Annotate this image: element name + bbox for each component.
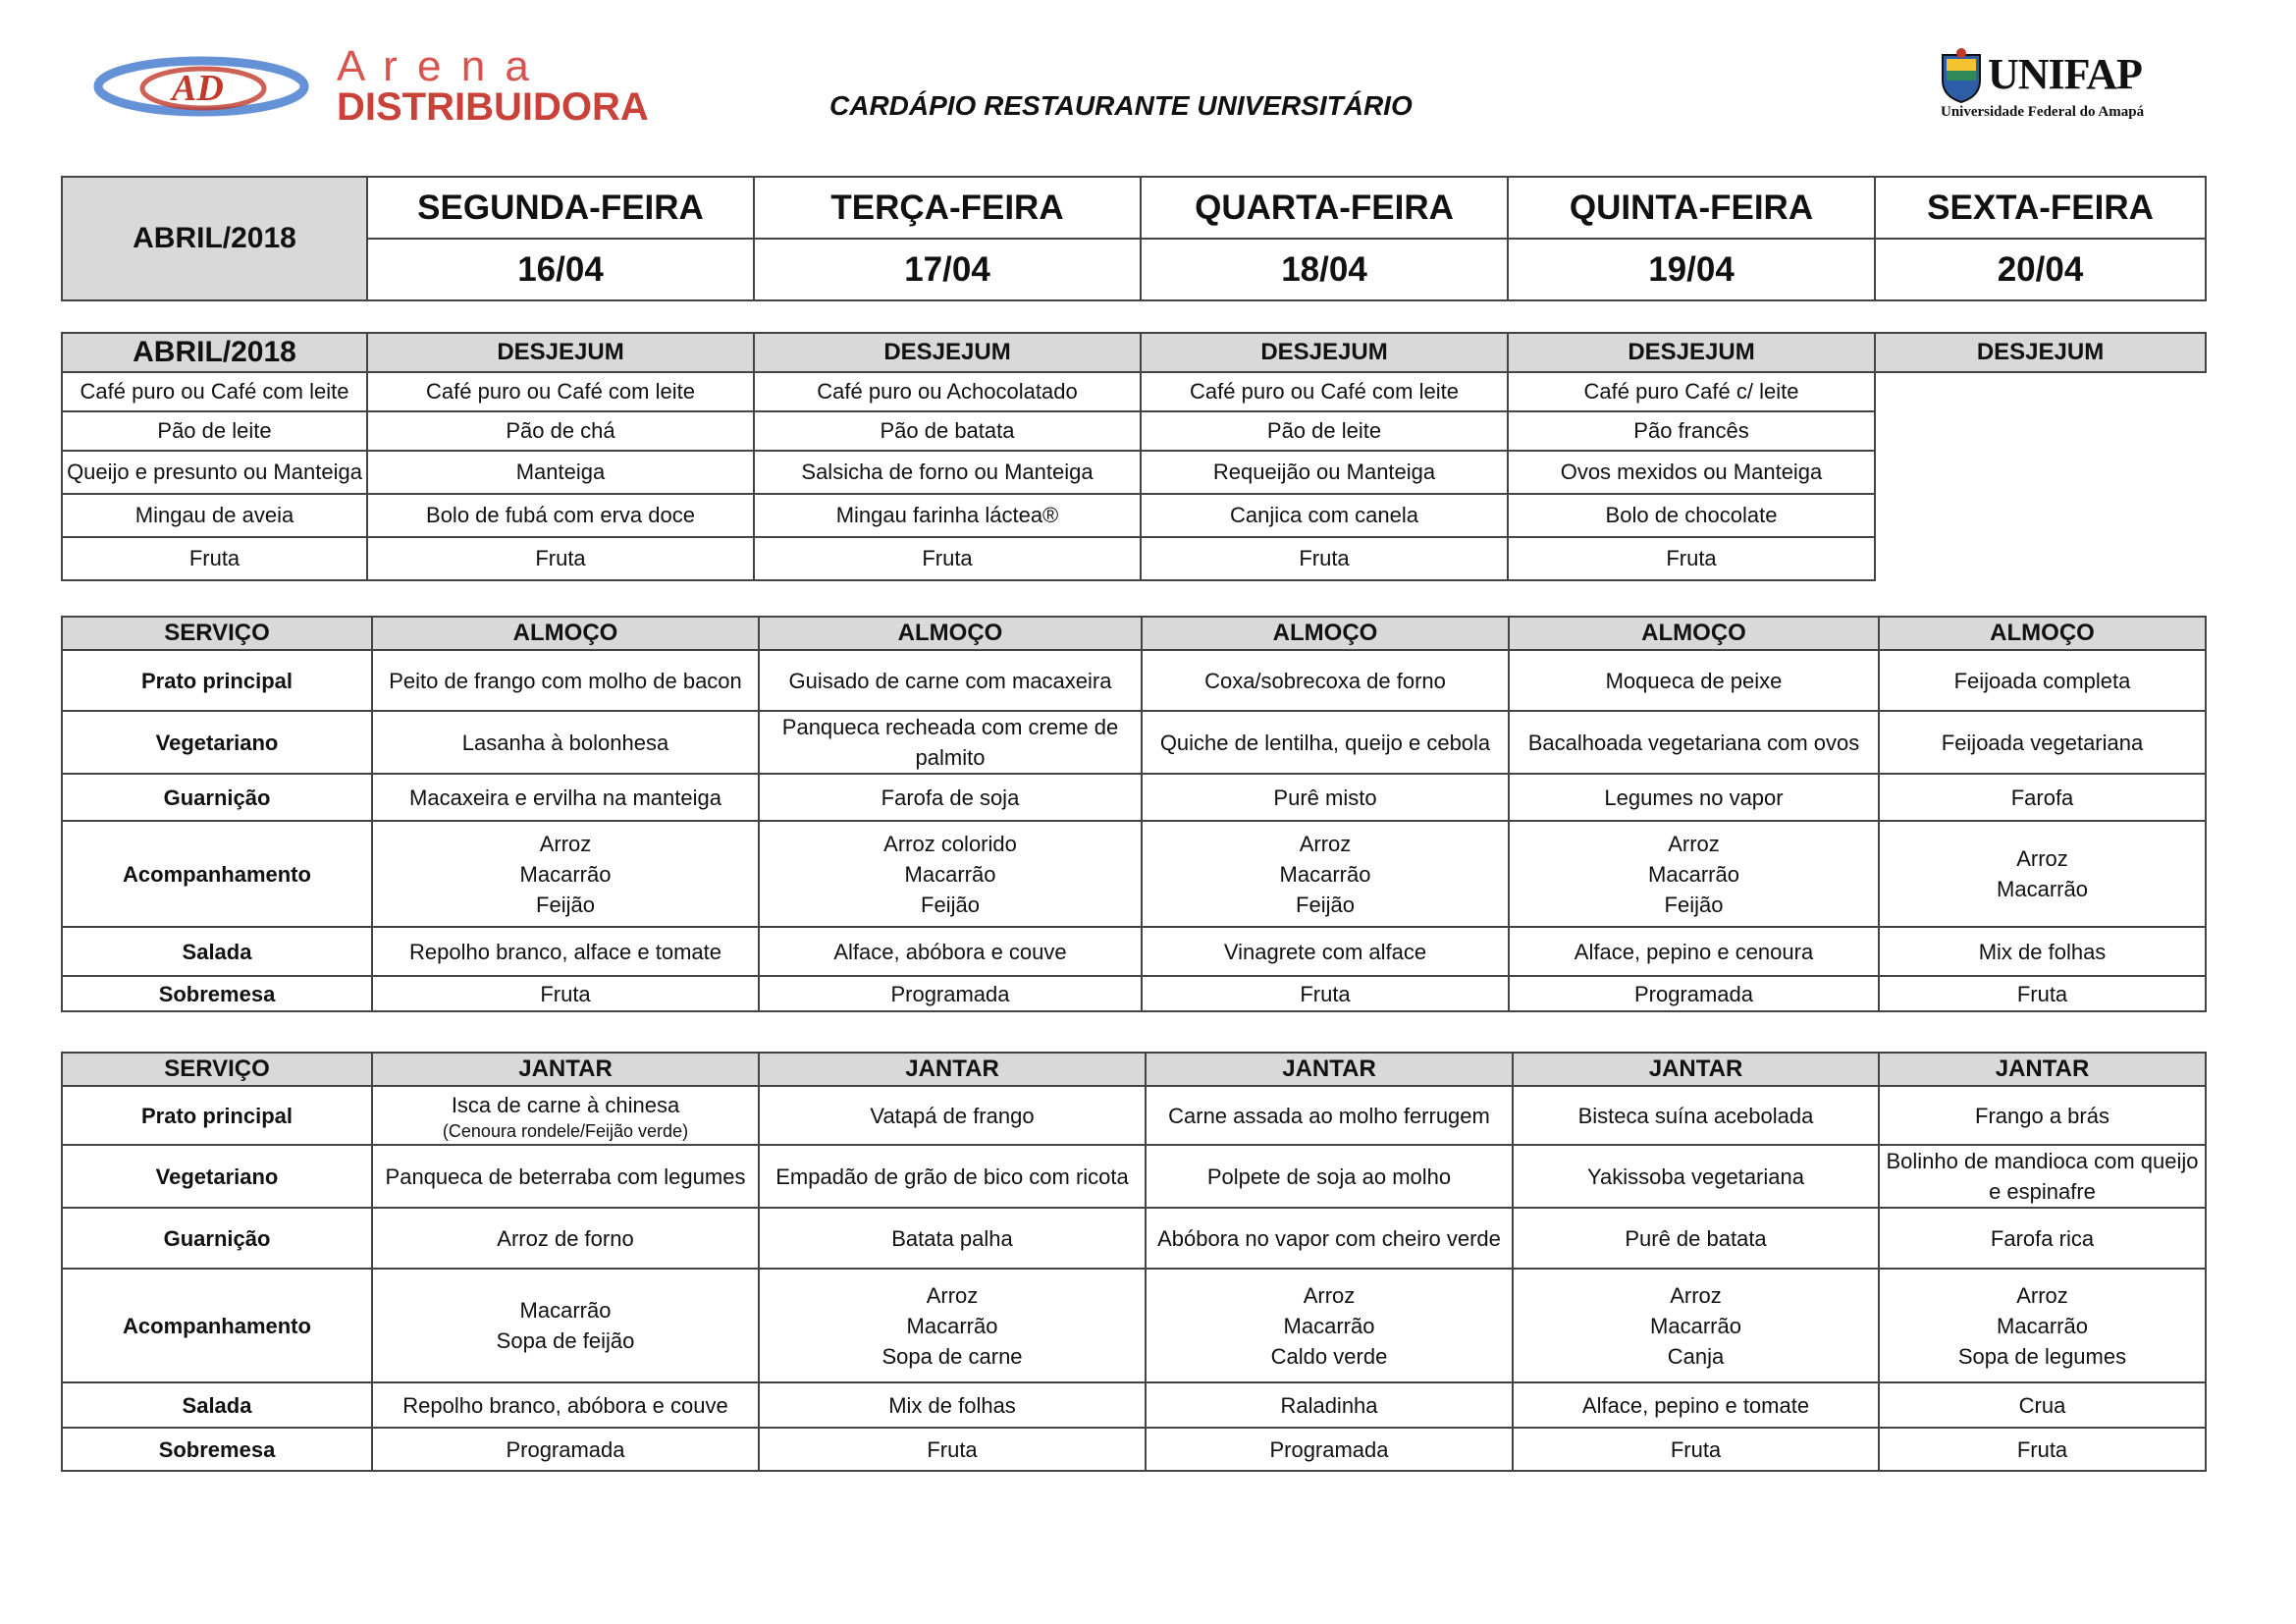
menu-cell — [372, 1208, 759, 1269]
menu-cell — [1879, 1382, 2206, 1428]
day-date: 16/04 — [367, 239, 754, 300]
menu-cell — [372, 1086, 759, 1145]
menu-item: Vinagrete com alface — [1223, 939, 1427, 964]
menu-cell — [1513, 1428, 1879, 1471]
menu-note: (Cenoura rondele/Feijão verde) — [442, 1120, 689, 1141]
menu-cell — [1879, 650, 2206, 711]
menu-item: Feijoada vegetariana — [1941, 730, 2144, 755]
menu-cell: Café puro ou Achocolatado — [754, 372, 1141, 411]
meal-header: DESJEJUM — [1508, 333, 1875, 372]
menu-cell: Pão de batata — [754, 411, 1141, 451]
menu-cell — [759, 774, 1142, 821]
menu-cell — [1509, 774, 1879, 821]
meal-header: JANTAR — [1879, 1053, 2206, 1086]
service-label: Guarnição — [62, 774, 372, 821]
menu-cell — [372, 711, 759, 774]
day-date: 19/04 — [1508, 239, 1875, 300]
day-name: QUARTA-FEIRA — [1141, 177, 1508, 239]
menu-item: Alface, pepino e tomate — [1581, 1392, 1810, 1418]
menu-cell — [759, 976, 1142, 1011]
menu-cell — [1142, 774, 1509, 821]
table-row — [62, 494, 2206, 537]
menu-item: Quiche de lentilha, queijo e cebola — [1159, 730, 1491, 755]
table-row — [62, 1269, 2206, 1382]
menu-item: Arroz — [1670, 1282, 1722, 1308]
menu-item: Programada — [506, 1436, 625, 1462]
menu-cell — [1509, 976, 1879, 1011]
menu-cell — [759, 711, 1142, 774]
menu-item: Arroz — [1303, 1282, 1356, 1308]
menu-cell: Fruta — [367, 537, 754, 580]
menu-cell — [1879, 821, 2206, 927]
menu-item: Bisteca suína acebolada — [1577, 1103, 1814, 1128]
meal-header: ALMOÇO — [372, 617, 759, 650]
menu-cell: Café puro Café c/ leite — [1508, 372, 1875, 411]
menu-item: Mix de folhas — [1978, 939, 2107, 964]
logo-name-bottom: DISTRIBUIDORA — [337, 85, 649, 128]
menu-cell — [759, 650, 1142, 711]
menu-item: Fruta — [2016, 981, 2068, 1006]
table-row — [62, 1382, 2206, 1428]
menu-cell — [1509, 821, 1879, 927]
menu-item: Batata palha — [891, 1225, 1013, 1251]
menu-item: Macarrão — [904, 861, 996, 887]
menu-item: Feijão — [536, 892, 595, 917]
menu-item: Carne assada ao molho ferrugem — [1168, 1103, 1490, 1128]
menu-item: Farofa rica — [1990, 1225, 2095, 1251]
service-label: Vegetariano — [62, 1145, 372, 1208]
service-label: Sobremesa — [62, 976, 372, 1011]
day-date: 17/04 — [754, 239, 1141, 300]
menu-cell: Café puro ou Café com leite — [1141, 372, 1508, 411]
service-label: Sobremesa — [62, 1428, 372, 1471]
service-label: Vegetariano — [62, 711, 372, 774]
menu-item: Purê misto — [1273, 785, 1377, 810]
menu-cell — [372, 1269, 759, 1382]
menu-cell — [1142, 711, 1509, 774]
menu-cell — [1146, 1269, 1513, 1382]
menu-item: Macarrão — [519, 1298, 612, 1323]
menu-cell — [1142, 650, 1509, 711]
menu-item: Macarrão — [1997, 1313, 2088, 1338]
meal-header: ALMOÇO — [759, 617, 1142, 650]
menu-item: Macarrão — [519, 861, 612, 887]
menu-item: Abóbora no vapor com cheiro verde — [1157, 1225, 1501, 1251]
menu-cell — [1509, 927, 1879, 976]
menu-item: Macaxeira e ervilha na manteiga — [409, 785, 721, 810]
menu-cell — [1146, 1086, 1513, 1145]
menu-cell — [1879, 1208, 2206, 1269]
menu-cell: Pão de chá — [367, 411, 754, 451]
menu-cell — [759, 1382, 1146, 1428]
menu-cell: Queijo e presunto ou Manteiga — [62, 451, 367, 494]
menu-cell — [1879, 1428, 2206, 1471]
menu-cell — [372, 774, 759, 821]
menu-item: Programada — [890, 981, 1010, 1006]
menu-item: Moqueca de peixe — [1605, 668, 1783, 693]
menu-item: Arroz — [2016, 1282, 2068, 1308]
table-row — [62, 650, 2206, 711]
menu-cell — [1513, 1145, 1879, 1208]
menu-item: Panqueca recheada com creme de palmito — [781, 715, 1119, 770]
menu-cell — [759, 927, 1142, 976]
menu-item: Feijão — [1296, 892, 1355, 917]
menu-cell: Pão francês — [1508, 411, 1875, 451]
service-label: Prato principal — [62, 650, 372, 711]
menu-item: Arroz — [2016, 846, 2068, 871]
table-row — [62, 1428, 2206, 1471]
menu-item: Coxa/sobrecoxa de forno — [1204, 668, 1446, 693]
menu-item: Vatapá de frango — [870, 1103, 1035, 1128]
menu-item: Bolinho de mandioca com queijo e espinafre — [1886, 1149, 2199, 1204]
day-date: 20/04 — [1875, 239, 2206, 300]
day-name: QUINTA-FEIRA — [1508, 177, 1875, 239]
arena-distribuidora-logo — [93, 39, 721, 128]
menu-item: Farofa — [2010, 785, 2074, 810]
menu-cell — [1513, 1269, 1879, 1382]
meal-header: JANTAR — [372, 1053, 759, 1086]
table-row — [62, 451, 2206, 494]
meal-header: ALMOÇO — [1142, 617, 1509, 650]
service-label: Acompanhamento — [62, 821, 372, 927]
meal-header: DESJEJUM — [1875, 333, 2206, 372]
menu-cell — [372, 650, 759, 711]
table-row — [62, 711, 2206, 774]
menu-item: Macarrão — [1283, 1313, 1375, 1338]
meal-header: JANTAR — [1146, 1053, 1513, 1086]
menu-item: Programada — [1269, 1436, 1389, 1462]
menu-item: Fruta — [2016, 1436, 2068, 1462]
meal-header: ALMOÇO — [1509, 617, 1879, 650]
menu-cell — [372, 927, 759, 976]
meal-header: DESJEJUM — [367, 333, 754, 372]
month-label: ABRIL/2018 — [62, 177, 367, 300]
meal-header: DESJEJUM — [754, 333, 1141, 372]
menu-cell — [1513, 1086, 1879, 1145]
menu-cell — [759, 1428, 1146, 1471]
menu-item: Arroz — [926, 1282, 979, 1308]
menu-item: Canja — [1667, 1343, 1725, 1369]
menu-item: Alface, pepino e cenoura — [1574, 939, 1814, 964]
menu-cell — [759, 1145, 1146, 1208]
service-label: Salada — [62, 927, 372, 976]
menu-cell — [372, 976, 759, 1011]
menu-item: Arroz de forno — [497, 1225, 634, 1251]
menu-cell: Fruta — [1141, 537, 1508, 580]
menu-cell — [1879, 1145, 2206, 1208]
menu-item: Raladinha — [1280, 1392, 1378, 1418]
table-row — [62, 537, 2206, 580]
menu-cell — [1513, 1382, 1879, 1428]
unifap-crest-icon — [1939, 47, 1984, 104]
table-row — [62, 976, 2206, 1011]
menu-cell — [1879, 1086, 2206, 1145]
jantar-table — [61, 1052, 2207, 1472]
service-header: SERVIÇO — [62, 617, 372, 650]
menu-item: Macarrão — [1997, 877, 2088, 901]
menu-cell: Bolo de fubá com erva doce — [367, 494, 754, 537]
menu-item: Crua — [2018, 1392, 2066, 1418]
menu-cell: Canjica com canela — [1141, 494, 1508, 537]
menu-item: Macarrão — [906, 1313, 998, 1338]
menu-cell — [1879, 774, 2206, 821]
menu-item: Peito de frango com molho de bacon — [389, 668, 742, 693]
service-label: Acompanhamento — [62, 1269, 372, 1382]
meal-header: JANTAR — [1513, 1053, 1879, 1086]
menu-cell — [372, 821, 759, 927]
menu-cell: Pão de leite — [62, 411, 367, 451]
day-name: SEGUNDA-FEIRA — [367, 177, 754, 239]
menu-item: Programada — [1633, 981, 1754, 1006]
menu-cell: Salsicha de forno ou Manteiga — [754, 451, 1141, 494]
unifap-name: UNIFAP — [1988, 50, 2142, 98]
menu-item: Macarrão — [1279, 861, 1371, 887]
almoco-table — [61, 616, 2207, 1012]
menu-item: Fruta — [1300, 981, 1351, 1006]
menu-item: Arroz colorido — [883, 831, 1017, 856]
menu-item: Arroz — [539, 831, 592, 856]
menu-item: Mix de folhas — [888, 1392, 1016, 1418]
service-header: SERVIÇO — [62, 1053, 372, 1086]
menu-cell — [1509, 711, 1879, 774]
menu-cell — [372, 1145, 759, 1208]
menu-cell: Mingau de aveia — [62, 494, 367, 537]
menu-cell — [1146, 1428, 1513, 1471]
menu-cell: Fruta — [754, 537, 1141, 580]
menu-item: Feijão — [921, 892, 980, 917]
menu-item: Bacalhoada vegetariana com ovos — [1527, 730, 1860, 755]
menu-item: Macarrão — [1648, 861, 1739, 887]
menu-item: Alface, abóbora e couve — [833, 939, 1067, 964]
menu-item: Isca de carne à chinesa — [451, 1092, 680, 1117]
menu-item: Caldo verde — [1270, 1343, 1388, 1369]
menu-item: Fruta — [540, 981, 591, 1006]
menu-cell — [1513, 1208, 1879, 1269]
menu-item: Sopa de carne — [881, 1343, 1023, 1369]
page-title: CARDÁPIO RESTAURANTE UNIVERSITÁRIO — [829, 90, 1413, 121]
meal-header: ALMOÇO — [1879, 617, 2206, 650]
menu-cell — [1879, 976, 2206, 1011]
menu-cell — [759, 1086, 1146, 1145]
service-label: Guarnição — [62, 1208, 372, 1269]
table-row — [62, 774, 2206, 821]
days-table — [61, 176, 2207, 301]
menu-cell — [1142, 821, 1509, 927]
menu-item: Sopa de legumes — [1957, 1343, 2127, 1369]
menu-cell: Fruta — [1508, 537, 1875, 580]
desjejum-table — [61, 332, 2207, 581]
meal-header: JANTAR — [759, 1053, 1146, 1086]
logo-name-top: A r e n a — [337, 42, 533, 90]
menu-cell: Café puro ou Café com leite — [62, 372, 367, 411]
day-name: TERÇA-FEIRA — [754, 177, 1141, 239]
menu-item: Sopa de feijão — [496, 1328, 635, 1353]
menu-cell — [1146, 1145, 1513, 1208]
menu-item: Repolho branco, abóbora e couve — [402, 1392, 728, 1418]
month-label: ABRIL/2018 — [62, 333, 367, 372]
menu-cell: Manteiga — [367, 451, 754, 494]
service-label: Prato principal — [62, 1086, 372, 1145]
menu-item: Feijão — [1664, 892, 1724, 917]
menu-cell — [1142, 976, 1509, 1011]
menu-item: Yakissoba vegetariana — [1587, 1164, 1804, 1189]
menu-item: Panqueca de beterraba com legumes — [385, 1164, 746, 1189]
menu-cell — [1879, 1269, 2206, 1382]
menu-item: Macarrão — [1650, 1313, 1741, 1338]
menu-item: Lasanha à bolonhesa — [461, 730, 669, 755]
day-name: SEXTA-FEIRA — [1875, 177, 2206, 239]
menu-cell — [759, 1208, 1146, 1269]
menu-item: Feijoada completa — [1953, 668, 2131, 693]
table-row — [62, 372, 2206, 411]
menu-cell: Requeijão ou Manteiga — [1141, 451, 1508, 494]
menu-item: Fruta — [1670, 1436, 1722, 1462]
menu-cell: Pão de leite — [1141, 411, 1508, 451]
menu-cell — [1146, 1208, 1513, 1269]
table-row — [62, 821, 2206, 927]
menu-cell: Ovos mexidos ou Manteiga — [1508, 451, 1875, 494]
menu-cell: Mingau farinha láctea® — [754, 494, 1141, 537]
menu-cell — [759, 821, 1142, 927]
menu-item: Fruta — [927, 1436, 978, 1462]
menu-item: Polpete de soja ao molho — [1206, 1164, 1452, 1189]
unifap-subtitle: Universidade Federal do Amapá — [1941, 104, 2145, 120]
menu-item: Purê de batata — [1625, 1225, 1767, 1251]
day-date: 18/04 — [1141, 239, 1508, 300]
menu-cell: Café puro ou Café com leite — [367, 372, 754, 411]
menu-cell: Bolo de chocolate — [1508, 494, 1875, 537]
service-label: Salada — [62, 1382, 372, 1428]
meal-header: DESJEJUM — [1141, 333, 1508, 372]
menu-cell: Fruta — [62, 537, 367, 580]
menu-item: Empadão de grão de bico com ricota — [775, 1164, 1129, 1189]
table-row — [62, 1208, 2206, 1269]
table-row — [62, 1145, 2206, 1208]
menu-cell — [1142, 927, 1509, 976]
menu-item: Legumes no vapor — [1604, 785, 1784, 810]
table-row — [62, 1086, 2206, 1145]
menu-item: Arroz — [1299, 831, 1352, 856]
menu-cell — [1509, 650, 1879, 711]
menu-item: Repolho branco, alface e tomate — [409, 939, 721, 964]
table-row — [62, 411, 2206, 451]
table-row — [62, 927, 2206, 976]
unifap-logo — [1939, 47, 2184, 126]
menu-item: Guisado de carne com macaxeira — [788, 668, 1112, 693]
menu-item: Arroz — [1668, 831, 1720, 856]
menu-item: Farofa de soja — [881, 785, 1020, 810]
menu-cell — [1146, 1382, 1513, 1428]
menu-cell — [372, 1428, 759, 1471]
menu-cell — [1879, 711, 2206, 774]
menu-cell — [759, 1269, 1146, 1382]
menu-cell — [1879, 927, 2206, 976]
logo-initials: AD — [172, 68, 224, 109]
menu-cell — [372, 1382, 759, 1428]
menu-item: Frango a brás — [1975, 1103, 2109, 1128]
